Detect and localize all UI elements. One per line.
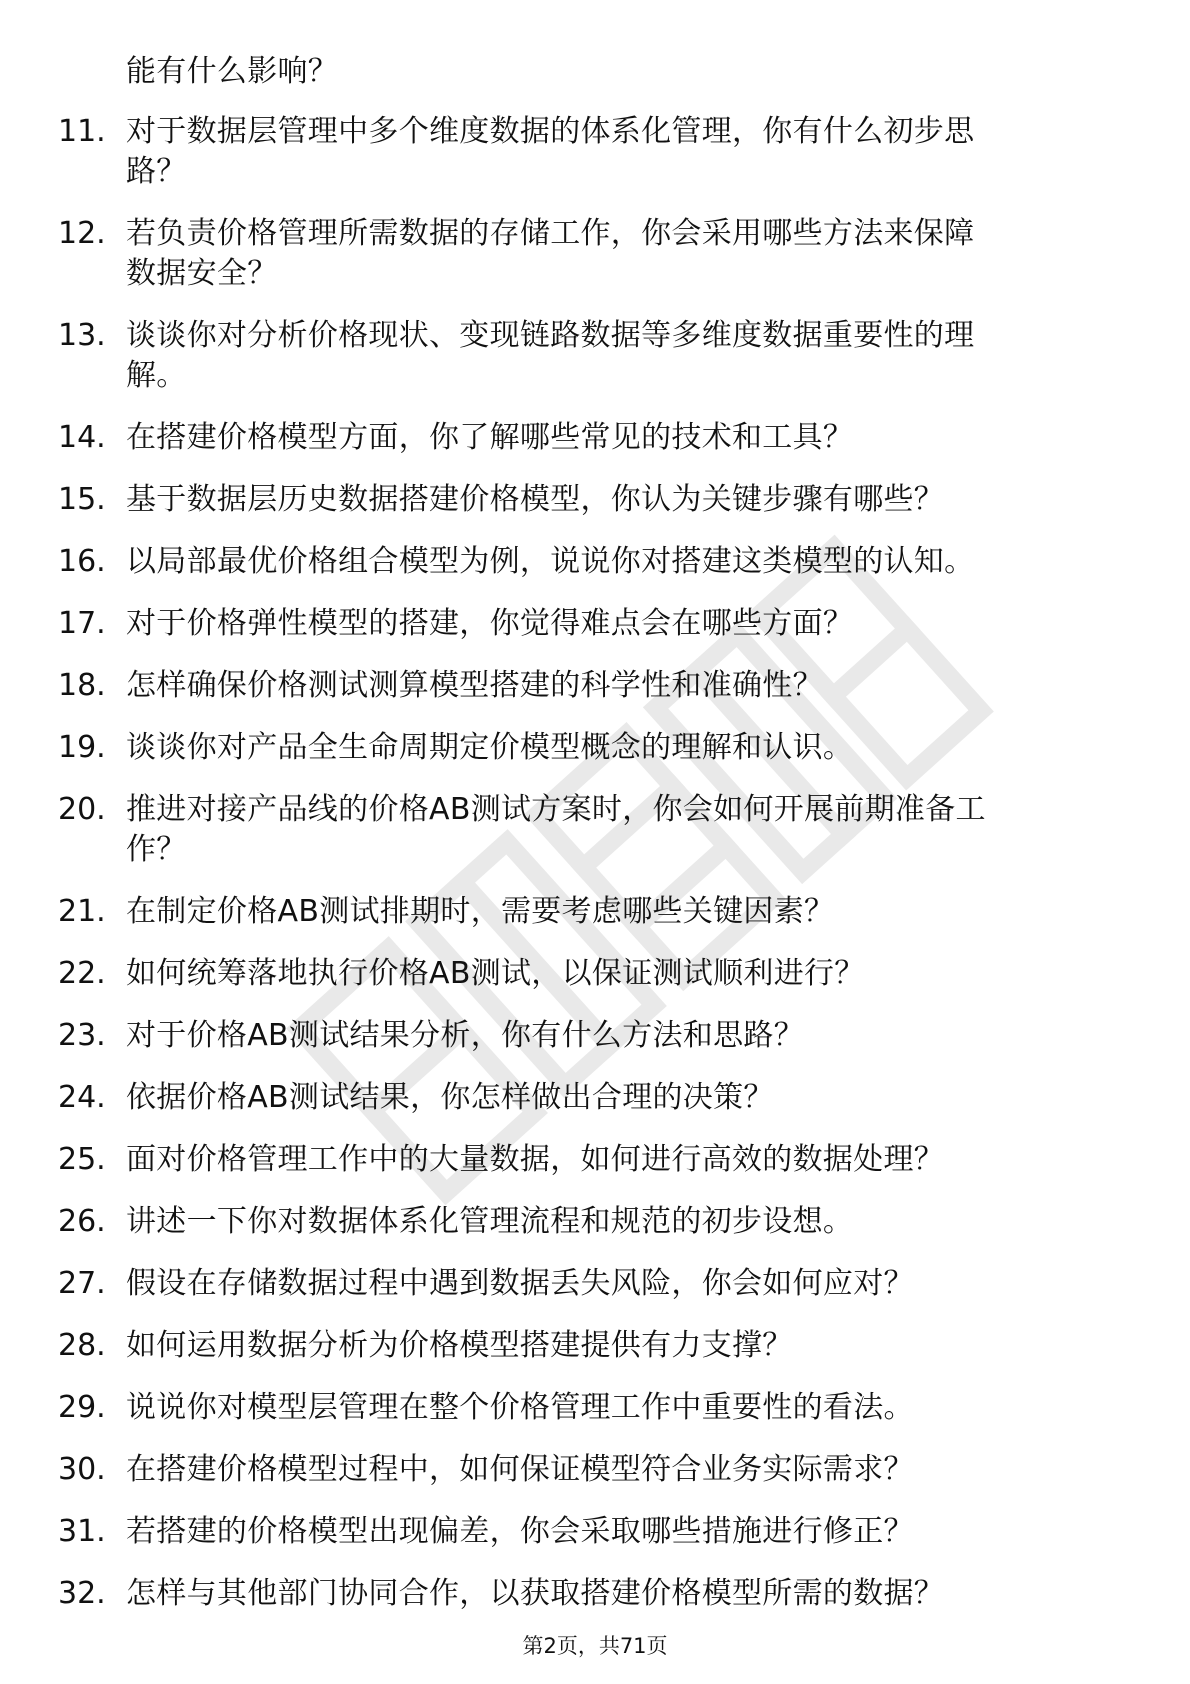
question-text-line: 怎样确保价格测试测算模型搭建的科学性和准确性？ [126,668,823,703]
question-text-line: 依据价格AB测试结果，你怎样做出合理的决策？ [126,1080,774,1115]
question-text-line: 对于价格弹性模型的搭建，你觉得难点会在哪些方面？ [126,606,854,641]
question-number: 25. [58,1142,106,1177]
question-text-line: 谈谈你对分析价格现状、变现链路数据等多维度数据重要性的理 [126,318,975,353]
question-number: 26. [58,1204,106,1239]
question-number: 24. [58,1080,106,1115]
continuation-text: 能有什么影响？ [126,54,339,89]
question-text-line: 作？ [126,832,187,867]
question-text-line: 解。 [126,358,187,393]
question-text-line: 面对价格管理工作中的大量数据，如何进行高效的数据处理？ [126,1142,945,1177]
question-number: 27. [58,1266,106,1301]
question-number: 23. [58,1018,106,1053]
question-text-line: 推进对接产品线的价格AB测试方案时，你会如何开展前期准备工 [126,792,986,827]
question-number: 22. [58,956,106,991]
question-number: 13. [58,318,106,353]
question-text-line: 若负责价格管理所需数据的存储工作，你会采用哪些方法来保障 [126,216,975,251]
question-text-line: 对于数据层管理中多个维度数据的体系化管理，你有什么初步思 [126,114,975,149]
question-text-line: 对于价格AB测试结果分析，你有什么方法和思路？ [126,1018,805,1053]
question-text-line: 以局部最优价格组合模型为例，说说你对搭建这类模型的认知。 [126,544,975,579]
question-text-line: 若搭建的价格模型出现偏差，你会采取哪些措施进行修正？ [126,1514,914,1549]
question-number: 20. [58,792,106,827]
question-text-line: 基于数据层历史数据搭建价格模型，你认为关键步骤有哪些？ [126,482,945,517]
question-number: 31. [58,1514,106,1549]
question-number: 18. [58,668,106,703]
question-text-line: 在搭建价格模型过程中，如何保证模型符合业务实际需求？ [126,1452,914,1487]
question-number: 21. [58,894,106,929]
question-text-line: 怎样与其他部门协同合作，以获取搭建价格模型所需的数据？ [126,1576,945,1611]
question-number: 11. [58,114,106,149]
question-number: 28. [58,1328,106,1363]
question-number: 29. [58,1390,106,1425]
question-number: 32. [58,1576,106,1611]
question-number: 14. [58,420,106,455]
question-number: 15. [58,482,106,517]
question-number: 17. [58,606,106,641]
page-footer: 第2页，共71页 [522,1634,668,1658]
question-text-line: 谈谈你对产品全生命周期定价模型概念的理解和认识。 [126,730,854,765]
question-text-line: 路？ [126,154,187,189]
question-text-line: 在制定价格AB测试排期时，需要考虑哪些关键因素？ [126,894,835,929]
question-text-line: 如何统筹落地执行价格AB测试，以保证测试顺利进行？ [126,956,865,991]
question-number: 16. [58,544,106,579]
question-number: 19. [58,730,106,765]
question-number: 30. [58,1452,106,1487]
question-text-line: 说说你对模型层管理在整个价格管理工作中重要性的看法。 [126,1390,914,1425]
question-text-line: 如何运用数据分析为价格模型搭建提供有力支撑？ [126,1328,793,1363]
question-number: 12. [58,216,106,251]
question-text-line: 数据安全？ [126,256,278,291]
question-text-line: 假设在存储数据过程中遇到数据丢失风险，你会如何应对？ [126,1266,914,1301]
question-text-line: 讲述一下你对数据体系化管理流程和规范的初步设想。 [126,1204,854,1239]
question-text-line: 在搭建价格模型方面，你了解哪些常见的技术和工具？ [126,420,854,455]
